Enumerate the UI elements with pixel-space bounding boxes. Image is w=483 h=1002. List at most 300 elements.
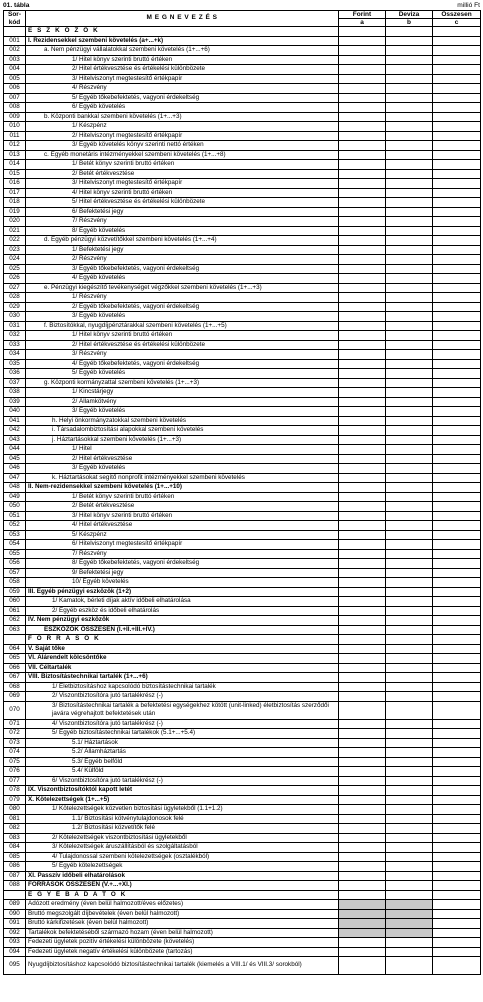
value-cell-deviza[interactable]: [386, 112, 433, 122]
value-cell-forint[interactable]: [339, 236, 386, 246]
value-cell-deviza[interactable]: [386, 767, 433, 777]
value-cell-deviza[interactable]: [386, 473, 433, 483]
value-cell-deviza[interactable]: [386, 46, 433, 56]
row-label: Nyugdíjbiztosításhoz kapcsolódó biztosítástechnikai tartalék (kiemelés a VIII.1/ és VIII.3/ sorokból): [26, 957, 339, 975]
value-cell-forint[interactable]: [339, 312, 386, 322]
value-cell-deviza[interactable]: [386, 74, 433, 84]
value-cell-deviza[interactable]: [386, 805, 433, 815]
value-cell-osszesen[interactable]: [433, 483, 481, 493]
value-cell-deviza[interactable]: [386, 84, 433, 94]
value-cell-deviza[interactable]: [386, 483, 433, 493]
value-cell-deviza[interactable]: [386, 245, 433, 255]
value-cell-forint[interactable]: [339, 426, 386, 436]
value-cell-deviza[interactable]: [386, 331, 433, 341]
value-cell-osszesen[interactable]: [433, 786, 481, 796]
value-cell-forint[interactable]: [339, 900, 386, 910]
value-cell-forint[interactable]: [339, 36, 386, 46]
value-cell-deviza[interactable]: [386, 511, 433, 521]
value-cell-deviza[interactable]: [386, 928, 433, 938]
value-cell-osszesen[interactable]: [433, 757, 481, 767]
value-cell-osszesen[interactable]: [433, 131, 481, 141]
value-cell-osszesen[interactable]: [433, 852, 481, 862]
value-cell-deviza[interactable]: [386, 188, 433, 198]
value-cell-forint[interactable]: [339, 957, 386, 975]
value-cell-forint[interactable]: [339, 359, 386, 369]
value-cell-osszesen[interactable]: [433, 321, 481, 331]
value-cell-osszesen[interactable]: [433, 682, 481, 692]
value-cell-deviza[interactable]: [386, 938, 433, 948]
value-cell-deviza[interactable]: [386, 141, 433, 151]
value-cell-forint[interactable]: [339, 283, 386, 293]
value-cell-osszesen[interactable]: [433, 388, 481, 398]
value-cell-deviza[interactable]: [386, 795, 433, 805]
value-cell-osszesen[interactable]: [433, 587, 481, 597]
value-cell-forint[interactable]: [339, 131, 386, 141]
value-cell-deviza[interactable]: [386, 27, 433, 37]
value-cell-osszesen[interactable]: [433, 103, 481, 113]
value-cell-osszesen[interactable]: [433, 729, 481, 739]
value-cell-osszesen[interactable]: [433, 843, 481, 853]
value-cell-osszesen[interactable]: [433, 378, 481, 388]
value-cell-forint[interactable]: [339, 938, 386, 948]
value-cell-forint[interactable]: [339, 881, 386, 891]
value-cell-forint[interactable]: [339, 264, 386, 274]
value-cell-deviza[interactable]: [386, 719, 433, 729]
value-cell-osszesen[interactable]: [433, 909, 481, 919]
row-code: 002: [4, 46, 26, 56]
value-cell-forint[interactable]: [339, 776, 386, 786]
value-cell-deviza[interactable]: [386, 236, 433, 246]
value-cell-forint[interactable]: [339, 388, 386, 398]
value-cell-deviza[interactable]: [386, 729, 433, 739]
value-cell-osszesen[interactable]: [433, 160, 481, 170]
value-cell-osszesen[interactable]: [433, 293, 481, 303]
value-cell-forint[interactable]: [339, 483, 386, 493]
value-cell-deviza[interactable]: [386, 606, 433, 616]
value-cell-forint[interactable]: [339, 597, 386, 607]
value-cell-forint[interactable]: [339, 492, 386, 502]
value-cell-forint[interactable]: [339, 521, 386, 531]
value-cell-deviza[interactable]: [386, 445, 433, 455]
value-cell-forint[interactable]: [339, 852, 386, 862]
value-cell-forint[interactable]: [339, 65, 386, 75]
value-cell-forint[interactable]: [339, 369, 386, 379]
value-cell-osszesen[interactable]: [433, 426, 481, 436]
value-cell-osszesen[interactable]: [433, 692, 481, 702]
value-cell-forint[interactable]: [339, 331, 386, 341]
value-cell-forint[interactable]: [339, 673, 386, 683]
value-cell-deviza[interactable]: [386, 103, 433, 113]
value-cell-deviza[interactable]: [386, 957, 433, 975]
value-cell-forint[interactable]: [339, 511, 386, 521]
value-cell-deviza[interactable]: [386, 521, 433, 531]
value-cell-osszesen[interactable]: [433, 141, 481, 151]
value-cell-deviza[interactable]: [386, 160, 433, 170]
value-cell-deviza[interactable]: [386, 909, 433, 919]
value-cell-deviza[interactable]: [386, 871, 433, 881]
value-cell-forint[interactable]: [339, 738, 386, 748]
value-cell-forint[interactable]: [339, 644, 386, 654]
value-cell-osszesen[interactable]: [433, 559, 481, 569]
value-cell-osszesen[interactable]: [433, 302, 481, 312]
value-cell-deviza[interactable]: [386, 776, 433, 786]
value-cell-deviza[interactable]: [386, 549, 433, 559]
value-cell-osszesen[interactable]: [433, 597, 481, 607]
value-cell-forint[interactable]: [339, 682, 386, 692]
value-cell-forint[interactable]: [339, 654, 386, 664]
value-cell-osszesen[interactable]: [433, 890, 481, 900]
value-cell-deviza[interactable]: [386, 625, 433, 635]
value-cell-osszesen[interactable]: [433, 833, 481, 843]
value-cell-osszesen[interactable]: [433, 245, 481, 255]
value-cell-forint[interactable]: [339, 805, 386, 815]
value-cell-osszesen[interactable]: [433, 112, 481, 122]
value-cell-osszesen[interactable]: [433, 862, 481, 872]
value-cell-deviza[interactable]: [386, 207, 433, 217]
value-cell-deviza[interactable]: [386, 255, 433, 265]
value-cell-deviza[interactable]: [386, 578, 433, 588]
value-cell-osszesen[interactable]: [433, 473, 481, 483]
row-label: 1/ Betét könyv szerinti bruttó értéken: [26, 160, 339, 170]
value-cell-osszesen[interactable]: [433, 283, 481, 293]
value-cell-deviza[interactable]: [386, 919, 433, 929]
value-cell-deviza[interactable]: [386, 757, 433, 767]
value-cell-osszesen[interactable]: [433, 805, 481, 815]
value-cell-forint[interactable]: [339, 141, 386, 151]
value-cell-forint[interactable]: [339, 568, 386, 578]
value-cell-osszesen[interactable]: [433, 719, 481, 729]
value-cell-forint[interactable]: [339, 748, 386, 758]
value-cell-deviza[interactable]: [386, 635, 433, 645]
value-cell-osszesen[interactable]: [433, 492, 481, 502]
value-cell-osszesen[interactable]: [433, 521, 481, 531]
value-cell-osszesen[interactable]: [433, 824, 481, 834]
value-cell-forint[interactable]: [339, 160, 386, 170]
value-cell-deviza[interactable]: [386, 824, 433, 834]
value-cell-osszesen[interactable]: [433, 568, 481, 578]
value-cell-deviza[interactable]: [386, 388, 433, 398]
value-cell-forint[interactable]: [339, 559, 386, 569]
value-cell-deviza[interactable]: [386, 122, 433, 132]
value-cell-osszesen[interactable]: [433, 454, 481, 464]
value-cell-deviza[interactable]: [386, 131, 433, 141]
value-cell-deviza[interactable]: [386, 350, 433, 360]
value-cell-forint[interactable]: [339, 530, 386, 540]
value-cell-osszesen[interactable]: [433, 179, 481, 189]
value-cell-deviza[interactable]: [386, 843, 433, 853]
value-cell-forint[interactable]: [339, 928, 386, 938]
value-cell-deviza[interactable]: [386, 814, 433, 824]
value-cell-deviza[interactable]: [386, 407, 433, 417]
value-cell-forint[interactable]: [339, 606, 386, 616]
value-cell-forint[interactable]: [339, 226, 386, 236]
value-cell-deviza[interactable]: [386, 786, 433, 796]
value-cell-deviza[interactable]: [386, 852, 433, 862]
value-cell-forint[interactable]: [339, 27, 386, 37]
value-cell-forint[interactable]: [339, 274, 386, 284]
value-cell-osszesen[interactable]: [433, 644, 481, 654]
value-cell-osszesen[interactable]: [433, 65, 481, 75]
value-cell-forint[interactable]: [339, 757, 386, 767]
value-cell-osszesen[interactable]: [433, 673, 481, 683]
value-cell-forint[interactable]: [339, 321, 386, 331]
value-cell-forint[interactable]: [339, 340, 386, 350]
value-cell-forint[interactable]: [339, 549, 386, 559]
value-cell-forint[interactable]: [339, 454, 386, 464]
value-cell-forint[interactable]: [339, 435, 386, 445]
value-cell-deviza[interactable]: [386, 36, 433, 46]
value-cell-forint[interactable]: [339, 795, 386, 805]
value-cell-forint[interactable]: [339, 84, 386, 94]
value-cell-osszesen[interactable]: [433, 928, 481, 938]
value-cell-osszesen[interactable]: [433, 407, 481, 417]
value-cell-forint[interactable]: [339, 862, 386, 872]
value-cell-deviza[interactable]: [386, 616, 433, 626]
value-cell-deviza[interactable]: [386, 397, 433, 407]
value-cell-forint[interactable]: [339, 729, 386, 739]
value-cell-forint[interactable]: [339, 245, 386, 255]
value-cell-deviza[interactable]: [386, 55, 433, 65]
value-cell-forint[interactable]: [339, 909, 386, 919]
value-cell-deviza[interactable]: [386, 312, 433, 322]
value-cell-forint[interactable]: [339, 397, 386, 407]
row-label: X. Kötelezettségek (1+...+5): [26, 795, 339, 805]
value-cell-deviza[interactable]: [386, 568, 433, 578]
value-cell-deviza[interactable]: [386, 426, 433, 436]
value-cell-osszesen[interactable]: [433, 938, 481, 948]
value-cell-forint[interactable]: [339, 473, 386, 483]
value-cell-forint[interactable]: [339, 587, 386, 597]
value-cell-osszesen[interactable]: [433, 435, 481, 445]
value-cell-forint[interactable]: [339, 843, 386, 853]
value-cell-osszesen[interactable]: [433, 663, 481, 673]
value-cell-deviza[interactable]: [386, 682, 433, 692]
value-cell-osszesen[interactable]: [433, 738, 481, 748]
value-cell-deviza[interactable]: [386, 587, 433, 597]
value-cell-forint[interactable]: [339, 814, 386, 824]
value-cell-forint[interactable]: [339, 625, 386, 635]
value-cell-deviza[interactable]: [386, 369, 433, 379]
value-cell-deviza[interactable]: [386, 321, 433, 331]
value-cell-osszesen[interactable]: [433, 93, 481, 103]
value-cell-osszesen[interactable]: [433, 169, 481, 179]
value-cell-osszesen[interactable]: [433, 84, 481, 94]
value-cell-osszesen[interactable]: [433, 578, 481, 588]
table-row: [4, 274, 481, 284]
value-cell-deviza[interactable]: [386, 226, 433, 236]
value-cell-forint[interactable]: [339, 890, 386, 900]
value-cell-forint[interactable]: [339, 701, 386, 719]
value-cell-deviza[interactable]: [386, 673, 433, 683]
value-cell-forint[interactable]: [339, 169, 386, 179]
value-cell-deviza[interactable]: [386, 900, 433, 910]
value-cell-osszesen[interactable]: [433, 46, 481, 56]
value-cell-deviza[interactable]: [386, 559, 433, 569]
value-cell-osszesen[interactable]: [433, 871, 481, 881]
value-cell-deviza[interactable]: [386, 738, 433, 748]
value-cell-osszesen[interactable]: [433, 502, 481, 512]
value-cell-deviza[interactable]: [386, 890, 433, 900]
value-cell-osszesen[interactable]: [433, 814, 481, 824]
value-cell-deviza[interactable]: [386, 947, 433, 957]
value-cell-deviza[interactable]: [386, 644, 433, 654]
value-cell-deviza[interactable]: [386, 293, 433, 303]
value-cell-osszesen[interactable]: [433, 748, 481, 758]
value-cell-forint[interactable]: [339, 255, 386, 265]
value-cell-osszesen[interactable]: [433, 74, 481, 84]
value-cell-osszesen[interactable]: [433, 255, 481, 265]
value-cell-forint[interactable]: [339, 378, 386, 388]
value-cell-deviza[interactable]: [386, 198, 433, 208]
value-cell-forint[interactable]: [339, 103, 386, 113]
value-cell-osszesen[interactable]: [433, 27, 481, 37]
value-cell-osszesen[interactable]: [433, 540, 481, 550]
value-cell-forint[interactable]: [339, 416, 386, 426]
value-cell-osszesen[interactable]: [433, 616, 481, 626]
value-cell-forint[interactable]: [339, 719, 386, 729]
value-cell-osszesen[interactable]: [433, 188, 481, 198]
value-cell-forint[interactable]: [339, 302, 386, 312]
value-cell-deviza[interactable]: [386, 833, 433, 843]
value-cell-osszesen[interactable]: [433, 776, 481, 786]
value-cell-deviza[interactable]: [386, 435, 433, 445]
value-cell-forint[interactable]: [339, 635, 386, 645]
value-cell-deviza[interactable]: [386, 464, 433, 474]
value-cell-osszesen[interactable]: [433, 606, 481, 616]
value-cell-deviza[interactable]: [386, 150, 433, 160]
value-cell-forint[interactable]: [339, 947, 386, 957]
value-cell-forint[interactable]: [339, 179, 386, 189]
value-cell-forint[interactable]: [339, 692, 386, 702]
value-cell-forint[interactable]: [339, 871, 386, 881]
value-cell-deviza[interactable]: [386, 492, 433, 502]
value-cell-forint[interactable]: [339, 46, 386, 56]
value-cell-osszesen[interactable]: [433, 625, 481, 635]
value-cell-forint[interactable]: [339, 217, 386, 227]
value-cell-deviza[interactable]: [386, 748, 433, 758]
value-cell-forint[interactable]: [339, 767, 386, 777]
value-cell-deviza[interactable]: [386, 701, 433, 719]
value-cell-osszesen[interactable]: [433, 445, 481, 455]
value-cell-osszesen[interactable]: [433, 464, 481, 474]
value-cell-forint[interactable]: [339, 198, 386, 208]
value-cell-forint[interactable]: [339, 919, 386, 929]
value-cell-osszesen[interactable]: [433, 198, 481, 208]
value-cell-forint[interactable]: [339, 616, 386, 626]
value-cell-osszesen[interactable]: [433, 919, 481, 929]
value-cell-osszesen[interactable]: [433, 122, 481, 132]
value-cell-osszesen[interactable]: [433, 549, 481, 559]
value-cell-osszesen[interactable]: [433, 957, 481, 975]
value-cell-osszesen[interactable]: [433, 150, 481, 160]
value-cell-osszesen[interactable]: [433, 217, 481, 227]
value-cell-forint[interactable]: [339, 55, 386, 65]
value-cell-osszesen[interactable]: [433, 511, 481, 521]
value-cell-forint[interactable]: [339, 540, 386, 550]
value-cell-osszesen[interactable]: [433, 207, 481, 217]
value-cell-deviza[interactable]: [386, 378, 433, 388]
value-cell-forint[interactable]: [339, 502, 386, 512]
value-cell-forint[interactable]: [339, 464, 386, 474]
value-cell-deviza[interactable]: [386, 416, 433, 426]
value-cell-deviza[interactable]: [386, 454, 433, 464]
value-cell-forint[interactable]: [339, 74, 386, 84]
value-cell-forint[interactable]: [339, 407, 386, 417]
value-cell-forint[interactable]: [339, 350, 386, 360]
value-cell-osszesen[interactable]: [433, 881, 481, 891]
value-cell-deviza[interactable]: [386, 530, 433, 540]
value-cell-forint[interactable]: [339, 786, 386, 796]
value-cell-deviza[interactable]: [386, 264, 433, 274]
value-cell-forint[interactable]: [339, 122, 386, 132]
value-cell-forint[interactable]: [339, 445, 386, 455]
value-cell-deviza[interactable]: [386, 597, 433, 607]
value-cell-osszesen[interactable]: [433, 900, 481, 910]
value-cell-deviza[interactable]: [386, 65, 433, 75]
value-cell-osszesen[interactable]: [433, 701, 481, 719]
value-cell-osszesen[interactable]: [433, 340, 481, 350]
value-cell-osszesen[interactable]: [433, 226, 481, 236]
value-cell-osszesen[interactable]: [433, 369, 481, 379]
value-cell-osszesen[interactable]: [433, 654, 481, 664]
value-cell-deviza[interactable]: [386, 540, 433, 550]
value-cell-forint[interactable]: [339, 663, 386, 673]
value-cell-forint[interactable]: [339, 93, 386, 103]
value-cell-deviza[interactable]: [386, 340, 433, 350]
value-cell-osszesen[interactable]: [433, 795, 481, 805]
value-cell-osszesen[interactable]: [433, 767, 481, 777]
value-cell-forint[interactable]: [339, 150, 386, 160]
value-cell-osszesen[interactable]: [433, 397, 481, 407]
value-cell-deviza[interactable]: [386, 93, 433, 103]
value-cell-deviza[interactable]: [386, 302, 433, 312]
value-cell-deviza[interactable]: [386, 359, 433, 369]
value-cell-osszesen[interactable]: [433, 635, 481, 645]
value-cell-forint[interactable]: [339, 824, 386, 834]
value-cell-deviza[interactable]: [386, 502, 433, 512]
value-cell-forint[interactable]: [339, 207, 386, 217]
value-cell-deviza[interactable]: [386, 692, 433, 702]
value-cell-osszesen[interactable]: [433, 359, 481, 369]
value-cell-osszesen[interactable]: [433, 264, 481, 274]
value-cell-osszesen[interactable]: [433, 416, 481, 426]
value-cell-deviza[interactable]: [386, 663, 433, 673]
value-cell-deviza[interactable]: [386, 274, 433, 284]
value-cell-deviza[interactable]: [386, 217, 433, 227]
value-cell-osszesen[interactable]: [433, 947, 481, 957]
value-cell-forint[interactable]: [339, 293, 386, 303]
value-cell-deviza[interactable]: [386, 654, 433, 664]
value-cell-deviza[interactable]: [386, 169, 433, 179]
value-cell-osszesen[interactable]: [433, 274, 481, 284]
value-cell-deviza[interactable]: [386, 179, 433, 189]
value-cell-osszesen[interactable]: [433, 236, 481, 246]
row-code: 043: [4, 435, 26, 445]
value-cell-deviza[interactable]: [386, 881, 433, 891]
value-cell-deviza[interactable]: [386, 862, 433, 872]
value-cell-osszesen[interactable]: [433, 36, 481, 46]
value-cell-deviza[interactable]: [386, 283, 433, 293]
value-cell-forint[interactable]: [339, 833, 386, 843]
value-cell-osszesen[interactable]: [433, 312, 481, 322]
value-cell-osszesen[interactable]: [433, 350, 481, 360]
value-cell-forint[interactable]: [339, 112, 386, 122]
value-cell-forint[interactable]: [339, 188, 386, 198]
value-cell-osszesen[interactable]: [433, 331, 481, 341]
value-cell-osszesen[interactable]: [433, 55, 481, 65]
value-cell-forint[interactable]: [339, 578, 386, 588]
value-cell-osszesen[interactable]: [433, 530, 481, 540]
